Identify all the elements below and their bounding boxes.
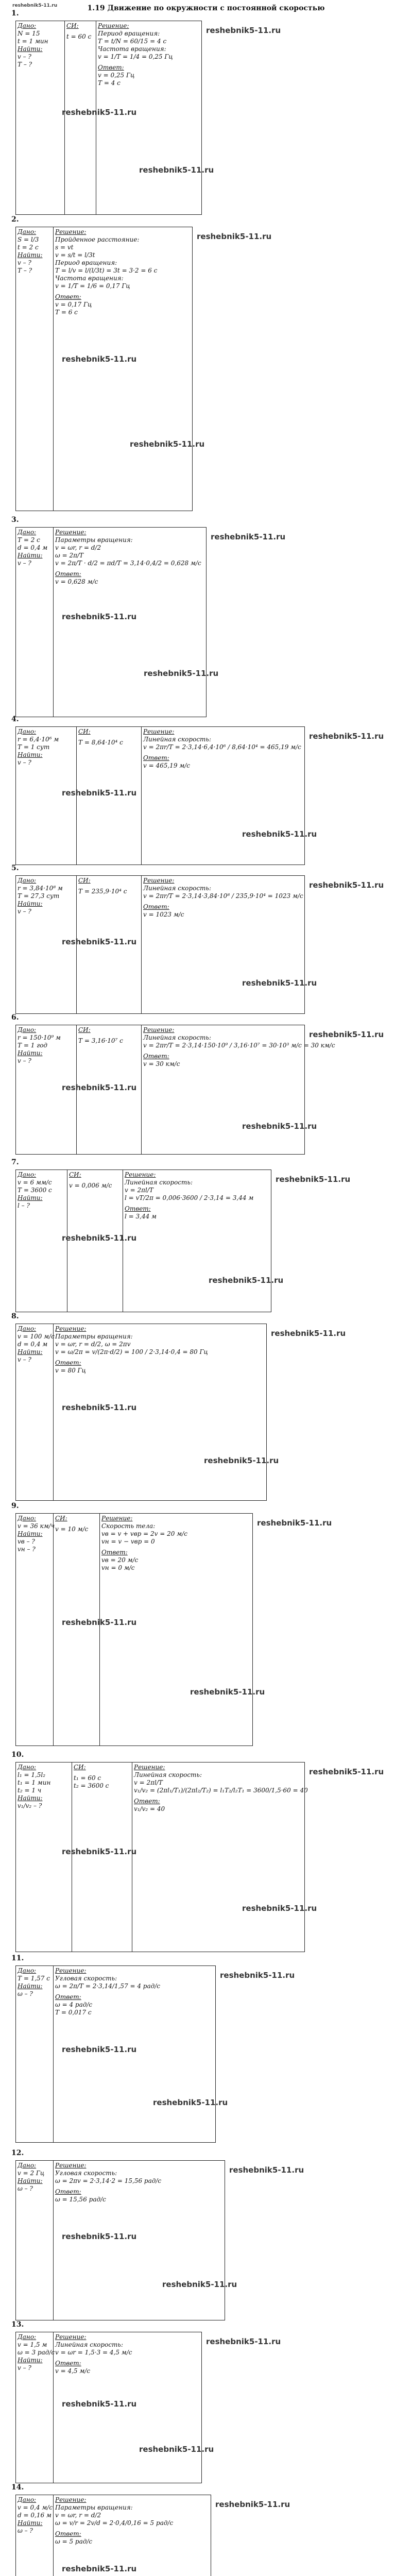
watermark: reshebnik5-11.ru bbox=[139, 2445, 214, 2454]
dano-line: Найти: bbox=[18, 2519, 43, 2527]
reshenie-line: ω = 2π/T = 2·3,14/1,57 = 4 рад/с bbox=[55, 1982, 160, 1990]
dano-line: Дано: bbox=[18, 1967, 37, 1974]
dano-line: Найти: bbox=[18, 751, 43, 758]
dano-line: v = 36 км/ч bbox=[18, 1522, 55, 1530]
reshenie-line: s = vt bbox=[55, 244, 74, 251]
dano-line: Найти: bbox=[18, 900, 43, 907]
reshenie-line: T = l/v = l/(l/3t) = 3t = 3·2 = 6 с bbox=[55, 267, 158, 274]
reshenie-line: Скорость тела: bbox=[101, 1522, 156, 1530]
reshenie-line: Параметры вращения: bbox=[55, 536, 133, 544]
reshenie-line: Линейная скорость: bbox=[134, 1771, 202, 1778]
watermark: reshebnik5-11.ru bbox=[209, 1276, 284, 1285]
watermark: reshebnik5-11.ru bbox=[271, 1329, 346, 1338]
reshenie-line: Ответ: bbox=[55, 1359, 81, 1366]
dano-line: d = 0,4 м bbox=[18, 1341, 48, 1348]
si-column bbox=[53, 1514, 99, 1745]
dano-line: v₁/v₂ – ? bbox=[18, 1802, 42, 1809]
reshenie-line: Линейная скорость: bbox=[143, 885, 211, 892]
problem-number: 6. bbox=[11, 1013, 19, 1022]
reshenie-line: v = ωr, r = d/2 bbox=[55, 544, 101, 551]
reshenie-line: ω = 4 рад/с bbox=[55, 2001, 93, 2008]
problem-box bbox=[15, 21, 202, 215]
problem-box bbox=[15, 875, 305, 1014]
reshenie-line: Частота вращения: bbox=[98, 45, 166, 53]
watermark: reshebnik5-11.ru bbox=[197, 232, 272, 241]
dano-line: v – ? bbox=[18, 1057, 31, 1064]
reshenie-line: Линейная скорость: bbox=[55, 2341, 123, 2348]
watermark: reshebnik5-11.ru bbox=[153, 2098, 228, 2107]
dano-column bbox=[16, 1324, 53, 1500]
watermark: reshebnik5-11.ru bbox=[220, 1971, 295, 1980]
dano-line: Дано: bbox=[18, 1515, 37, 1522]
reshenie-line: Решение: bbox=[55, 2496, 87, 2503]
watermark: reshebnik5-11.ru bbox=[130, 439, 205, 449]
dano-line: v – ? bbox=[18, 759, 31, 766]
dano-line: T – ? bbox=[18, 267, 32, 274]
si-line: t₁ = 60 с bbox=[74, 1774, 101, 1782]
reshenie-line: v₁/v₂ = (2πl₁/T₁)/(2πl₂/T₂) = l₁T₂/l₂T₁ = 3600/1,5·60 = 40 bbox=[134, 1787, 308, 1794]
watermark: reshebnik5-11.ru bbox=[211, 532, 286, 541]
reshenie-line: Ответ: bbox=[55, 1993, 81, 2001]
dano-line: r = 3,84·10⁸ м bbox=[18, 885, 63, 892]
reshenie-line: Линейная скорость: bbox=[143, 1034, 211, 1041]
dano-line: v – ? bbox=[18, 53, 31, 60]
dano-column bbox=[16, 1966, 53, 2142]
dano-line: Найти: bbox=[18, 2177, 43, 2184]
reshenie-line: Решение: bbox=[55, 2333, 87, 2341]
reshenie-line: Решение: bbox=[55, 2162, 87, 2169]
reshenie-column bbox=[53, 227, 192, 511]
dano-line: Дано: bbox=[18, 728, 37, 735]
dano-line: v = 1,5 м bbox=[18, 2341, 47, 2348]
si-line: T = 3,16·10⁷ с bbox=[78, 1037, 123, 1044]
reshenie-line: Решение: bbox=[101, 1515, 133, 1522]
watermark: reshebnik5-11.ru bbox=[62, 1083, 137, 1092]
watermark: reshebnik5-11.ru bbox=[62, 2564, 137, 2573]
reshenie-line: v = 2πl/T bbox=[125, 1187, 153, 1194]
dano-line: Найти: bbox=[18, 1194, 43, 1201]
reshenie-line: Параметры вращения: bbox=[55, 2504, 133, 2511]
reshenie-line: vн = v − vвр = 0 bbox=[101, 1538, 155, 1545]
dano-column bbox=[16, 2161, 53, 2320]
dano-line: Найти: bbox=[18, 251, 43, 259]
dano-line: Дано: bbox=[18, 1764, 37, 1771]
dano-column bbox=[16, 21, 64, 214]
watermark: reshebnik5-11.ru bbox=[309, 880, 384, 890]
reshenie-line: v = 465,19 м/с bbox=[143, 762, 190, 769]
reshenie-line: ω = 2πv = 2·3,14·2 = 15,56 рад/с bbox=[55, 2177, 162, 2184]
page-title: 1.19 Движение по окружности с постоянной скоростью bbox=[87, 4, 325, 12]
dano-line: vв – ? bbox=[18, 1538, 35, 1545]
reshenie-line: T = 6 с bbox=[55, 309, 78, 316]
reshenie-line: Решение: bbox=[55, 1967, 87, 1974]
dano-line: N = 15 bbox=[18, 30, 40, 37]
dano-line: l₁ = 1,5l₂ bbox=[18, 1771, 46, 1778]
reshenie-line: v = 2πr/T = 2·3,14·150·10⁹ / 3,16·10⁷ = 30·10³ м/с = 30 км/с bbox=[143, 1042, 335, 1049]
watermark: reshebnik5-11.ru bbox=[276, 1175, 351, 1184]
dano-line: v = 2 Гц bbox=[18, 2170, 45, 2177]
dano-line: ω – ? bbox=[18, 1990, 33, 1997]
watermark: reshebnik5-11.ru bbox=[309, 1030, 384, 1039]
reshenie-column bbox=[53, 528, 206, 717]
problem-box bbox=[15, 1513, 253, 1746]
watermark: reshebnik5-11.ru bbox=[62, 108, 137, 117]
reshenie-column bbox=[53, 1966, 215, 2142]
reshenie-line: Решение: bbox=[143, 728, 175, 735]
reshenie-line: Решение: bbox=[125, 1171, 156, 1178]
dano-line: Найти: bbox=[18, 1049, 43, 1057]
dano-line: vн – ? bbox=[18, 1546, 36, 1553]
dano-line: Дано: bbox=[18, 1026, 37, 1033]
dano-line: l – ? bbox=[18, 1202, 30, 1209]
dano-line: Дано: bbox=[18, 2162, 37, 2169]
problem-number: 9. bbox=[11, 1502, 19, 1510]
reshenie-column bbox=[99, 1514, 252, 1745]
reshenie-line: Период вращения: bbox=[98, 30, 160, 37]
si-line: СИ: bbox=[78, 728, 91, 735]
dano-line: Найти: bbox=[18, 1348, 43, 1355]
reshenie-line: Ответ: bbox=[55, 570, 81, 578]
reshenie-column bbox=[123, 1170, 271, 1312]
dano-line: r = 6,4·10⁶ м bbox=[18, 736, 59, 743]
reshenie-line: l = 3,44 м bbox=[125, 1213, 157, 1220]
dano-line: v – ? bbox=[18, 1356, 31, 1363]
reshenie-line: l = vT/2π = 0,006·3600 / 2·3,14 = 3,44 м bbox=[125, 1194, 254, 1201]
dano-line: v – ? bbox=[18, 2364, 31, 2371]
watermark: reshebnik5-11.ru bbox=[242, 978, 317, 988]
reshenie-line: v = 1/T = 1/4 = 0,25 Гц bbox=[98, 53, 173, 60]
dano-line: v – ? bbox=[18, 560, 31, 567]
reshenie-line: Ответ: bbox=[55, 2188, 81, 2195]
reshenie-column bbox=[141, 1025, 335, 1154]
watermark: reshebnik5-11.ru bbox=[242, 1122, 317, 1131]
reshenie-line: Ответ: bbox=[125, 1205, 151, 1212]
si-column bbox=[72, 1762, 132, 1952]
dano-line: T = 1 сут bbox=[18, 743, 50, 751]
dano-line: d = 0,16 м bbox=[18, 2512, 52, 2519]
dano-line: t₂ = 1 ч bbox=[18, 1787, 42, 1794]
watermark: reshebnik5-11.ru bbox=[190, 1687, 265, 1697]
reshenie-line: v = 0,628 м/с bbox=[55, 578, 98, 585]
reshenie-line: Угловая скорость: bbox=[55, 1975, 117, 1982]
problem-number: 8. bbox=[11, 1312, 19, 1320]
watermark: reshebnik5-11.ru bbox=[62, 1618, 137, 1627]
reshenie-line: v = 80 Гц bbox=[55, 1367, 86, 1374]
reshenie-line: v = ωr, r = d/2, ω = 2πv bbox=[55, 1341, 131, 1348]
reshenie-line: Решение: bbox=[143, 877, 175, 884]
reshenie-line: Ответ: bbox=[101, 1549, 128, 1556]
reshenie-line: Решение: bbox=[55, 1325, 87, 1332]
dano-column bbox=[16, 227, 53, 511]
watermark: reshebnik5-11.ru bbox=[309, 1767, 384, 1776]
si-line: t₂ = 3600 с bbox=[74, 1782, 109, 1789]
reshenie-line: Решение: bbox=[143, 1026, 175, 1033]
reshenie-line: v = 4,5 м/с bbox=[55, 2367, 91, 2375]
dano-line: ω = 3 рад/с bbox=[18, 2349, 55, 2356]
reshenie-line: Период вращения: bbox=[55, 259, 117, 266]
reshenie-line: Ответ: bbox=[143, 1053, 169, 1060]
reshenie-column bbox=[53, 1324, 266, 1500]
si-line: v = 10 м/с bbox=[55, 1526, 89, 1533]
reshenie-line: v = 30 км/с bbox=[143, 1060, 180, 1067]
dano-line: v = 0,4 м/с bbox=[18, 2504, 53, 2511]
reshenie-line: Пройденное расстояние: bbox=[55, 236, 140, 243]
si-line: СИ: bbox=[69, 1171, 81, 1178]
reshenie-line: vв = v + vвр = 2v = 20 м/с bbox=[101, 1530, 187, 1537]
dano-line: Дано: bbox=[18, 529, 37, 536]
dano-line: v = 6 мм/с bbox=[18, 1179, 52, 1186]
dano-line: v = 100 м/с bbox=[18, 1333, 55, 1340]
problem-number: 12. bbox=[11, 2149, 24, 2157]
reshenie-line: Параметры вращения: bbox=[55, 1333, 133, 1340]
problem-box bbox=[15, 1762, 308, 1952]
reshenie-line: v = ωr, r = d/2 bbox=[55, 2512, 101, 2519]
watermark: reshebnik5-11.ru bbox=[62, 1847, 137, 1856]
reshenie-line: v₁/v₂ = 40 bbox=[134, 1805, 165, 1812]
dano-column bbox=[16, 1170, 67, 1312]
problem-box bbox=[15, 227, 193, 511]
watermark: reshebnik5-11.ru bbox=[204, 1456, 279, 1465]
dano-line: T = 1,57 с bbox=[18, 1975, 50, 1982]
dano-line: Дано: bbox=[18, 22, 37, 29]
reshenie-line: Решение: bbox=[134, 1764, 165, 1771]
problem-number: 1. bbox=[11, 9, 19, 18]
watermark: reshebnik5-11.ru bbox=[206, 26, 281, 35]
watermark: reshebnik5-11.ru bbox=[62, 612, 137, 621]
reshenie-column bbox=[141, 727, 304, 865]
dano-line: Дано: bbox=[18, 1325, 37, 1332]
reshenie-line: vв = 20 м/с bbox=[101, 1556, 139, 1564]
si-line: СИ: bbox=[78, 877, 91, 884]
watermark: reshebnik5-11.ru bbox=[242, 1904, 317, 1913]
dano-line: T – ? bbox=[18, 61, 32, 68]
problem-box bbox=[15, 1025, 335, 1155]
reshenie-line: Ответ: bbox=[143, 903, 169, 910]
dano-line: v – ? bbox=[18, 259, 31, 266]
watermark: reshebnik5-11.ru bbox=[229, 2165, 304, 2175]
reshenie-line: v = 2π/T · d/2 = πd/T = 3,14·0,4/2 = 0,628 м/с bbox=[55, 560, 201, 567]
dano-line: Дано: bbox=[18, 877, 37, 884]
si-line: v = 0,006 м/с bbox=[69, 1182, 112, 1189]
header-watermark: reshebnik5-11.ru bbox=[12, 3, 58, 8]
reshenie-line: v = 2πr/T = 2·3,14·3,84·10⁸ / 235,9·10⁴ = 1023 м/с bbox=[143, 892, 303, 900]
watermark: reshebnik5-11.ru bbox=[144, 669, 219, 678]
reshenie-column bbox=[96, 21, 201, 214]
si-line: T = 8,64·10⁴ с bbox=[78, 739, 123, 746]
dano-line: Дано: bbox=[18, 1171, 37, 1178]
dano-line: t = 1 мин bbox=[18, 38, 48, 45]
problem-number: 2. bbox=[11, 215, 19, 224]
reshenie-line: ω = 15,56 рад/с bbox=[55, 2196, 106, 2203]
dano-line: T = 1 год bbox=[18, 1042, 48, 1049]
problem-number: 7. bbox=[11, 1158, 19, 1166]
watermark: reshebnik5-11.ru bbox=[62, 2399, 137, 2409]
watermark: reshebnik5-11.ru bbox=[139, 165, 214, 175]
watermark: reshebnik5-11.ru bbox=[62, 2045, 137, 2054]
dano-line: t₁ = 1 мин bbox=[18, 1779, 51, 1786]
reshenie-line: T = t/N = 60/15 = 4 с bbox=[98, 38, 167, 45]
problem-box bbox=[15, 726, 305, 865]
dano-line: Найти: bbox=[18, 1530, 43, 1537]
reshenie-line: v = 1023 м/с bbox=[143, 911, 184, 918]
problem-number: 4. bbox=[11, 715, 19, 723]
watermark: reshebnik5-11.ru bbox=[215, 2500, 290, 2509]
dano-line: Дано: bbox=[18, 2496, 37, 2503]
si-column bbox=[64, 21, 96, 214]
watermark: reshebnik5-11.ru bbox=[257, 1518, 332, 1528]
dano-line: t = 2 с bbox=[18, 244, 39, 251]
dano-line: T = 2 с bbox=[18, 536, 40, 544]
reshenie-line: v = 0,17 Гц bbox=[55, 301, 92, 308]
dano-column bbox=[16, 2332, 53, 2483]
dano-line: ω – ? bbox=[18, 2185, 33, 2192]
reshenie-line: Угловая скорость: bbox=[55, 2170, 117, 2177]
problem-number: 11. bbox=[11, 1954, 24, 1962]
reshenie-line: Ответ: bbox=[143, 754, 169, 761]
problem-number: 3. bbox=[11, 516, 19, 524]
reshenie-column bbox=[132, 1762, 308, 1952]
dano-column bbox=[16, 1514, 53, 1745]
watermark: reshebnik5-11.ru bbox=[62, 1403, 137, 1412]
dano-line: Дано: bbox=[18, 228, 37, 235]
dano-column bbox=[16, 528, 53, 717]
dano-line: d = 0,4 м bbox=[18, 544, 48, 551]
dano-line: T = 27,3 сут bbox=[18, 892, 60, 900]
reshenie-line: v = 2πl/T bbox=[134, 1779, 163, 1786]
dano-line: Найти: bbox=[18, 45, 43, 53]
problem-box bbox=[15, 1324, 267, 1501]
reshenie-line: Решение: bbox=[98, 22, 129, 29]
reshenie-line: T = 4 с bbox=[98, 79, 121, 87]
dano-line: Найти: bbox=[18, 1982, 43, 1990]
dano-line: v – ? bbox=[18, 908, 31, 915]
si-line: t = 60 с bbox=[66, 33, 92, 40]
problem-number: 10. bbox=[11, 1751, 24, 1759]
reshenie-line: T = 0,017 с bbox=[55, 2009, 92, 2016]
reshenie-line: v = ω/2π = v/(2π·d/2) = 100 / 2·3,14·0,4 = 80 Гц bbox=[55, 1348, 208, 1355]
problem-number: 14. bbox=[11, 2483, 24, 2492]
dano-line: Найти: bbox=[18, 1794, 43, 1802]
si-line: СИ: bbox=[66, 22, 79, 29]
si-line: СИ: bbox=[74, 1764, 86, 1771]
reshenie-line: Ответ: bbox=[55, 293, 81, 300]
dano-line: S = l/3 bbox=[18, 236, 39, 243]
dano-line: ω – ? bbox=[18, 2527, 33, 2534]
reshenie-line: Линейная скорость: bbox=[125, 1179, 193, 1186]
reshenie-line: Линейная скорость: bbox=[143, 736, 211, 743]
watermark: reshebnik5-11.ru bbox=[62, 2232, 137, 2241]
watermark: reshebnik5-11.ru bbox=[242, 829, 317, 839]
reshenie-line: v = s/t = l/3t bbox=[55, 251, 95, 259]
reshenie-line: Ответ: bbox=[55, 2530, 81, 2537]
watermark: reshebnik5-11.ru bbox=[309, 732, 384, 741]
reshenie-line: v = 0,25 Гц bbox=[98, 72, 135, 79]
si-line: СИ: bbox=[78, 1026, 91, 1033]
dano-column bbox=[16, 1762, 72, 1952]
reshenie-column bbox=[141, 876, 304, 1013]
reshenie-line: ω = 5 рад/с bbox=[55, 2538, 93, 2545]
reshenie-line: Ответ: bbox=[134, 1798, 160, 1805]
reshenie-line: Ответ: bbox=[55, 2360, 81, 2367]
reshenie-line: Решение: bbox=[55, 228, 87, 235]
dano-line: T = 3600 с bbox=[18, 1187, 52, 1194]
problem-number: 13. bbox=[11, 2320, 24, 2329]
watermark: reshebnik5-11.ru bbox=[62, 1233, 137, 1243]
problem-box bbox=[15, 1170, 271, 1312]
watermark: reshebnik5-11.ru bbox=[162, 2280, 237, 2289]
watermark: reshebnik5-11.ru bbox=[206, 2337, 281, 2346]
si-line: T = 235,9·10⁴ с bbox=[78, 888, 127, 895]
reshenie-line: Ответ: bbox=[98, 64, 124, 71]
reshenie-line: v = ωr = 1,5·3 = 4,5 м/с bbox=[55, 2349, 132, 2356]
reshenie-line: v = 2πr/T = 2·3,14·6,4·10⁶ / 8,64·10⁴ = 465,19 м/с bbox=[143, 743, 301, 751]
problem-box bbox=[15, 527, 207, 717]
problem-box bbox=[15, 1965, 216, 2143]
reshenie-line: Решение: bbox=[55, 529, 87, 536]
reshenie-line: ω = 2π/T bbox=[55, 552, 84, 559]
dano-line: Найти: bbox=[18, 552, 43, 559]
dano-line: Найти: bbox=[18, 2357, 43, 2364]
reshenie-line: Частота вращения: bbox=[55, 275, 124, 282]
dano-line: Дано: bbox=[18, 2333, 37, 2341]
watermark: reshebnik5-11.ru bbox=[62, 788, 137, 798]
reshenie-line: v = 1/T = 1/6 = 0,17 Гц bbox=[55, 282, 130, 290]
watermark: reshebnik5-11.ru bbox=[62, 354, 137, 364]
reshenie-line: ω = v/r = 2v/d = 2·0,4/0,16 = 5 рад/с bbox=[55, 2519, 174, 2527]
dano-column bbox=[16, 2495, 53, 2576]
dano-line: r = 150·10⁹ м bbox=[18, 1034, 61, 1041]
si-line: СИ: bbox=[55, 1515, 67, 1522]
problem-number: 5. bbox=[11, 864, 19, 872]
watermark: reshebnik5-11.ru bbox=[62, 937, 137, 946]
reshenie-line: vн = 0 м/с bbox=[101, 1564, 135, 1571]
